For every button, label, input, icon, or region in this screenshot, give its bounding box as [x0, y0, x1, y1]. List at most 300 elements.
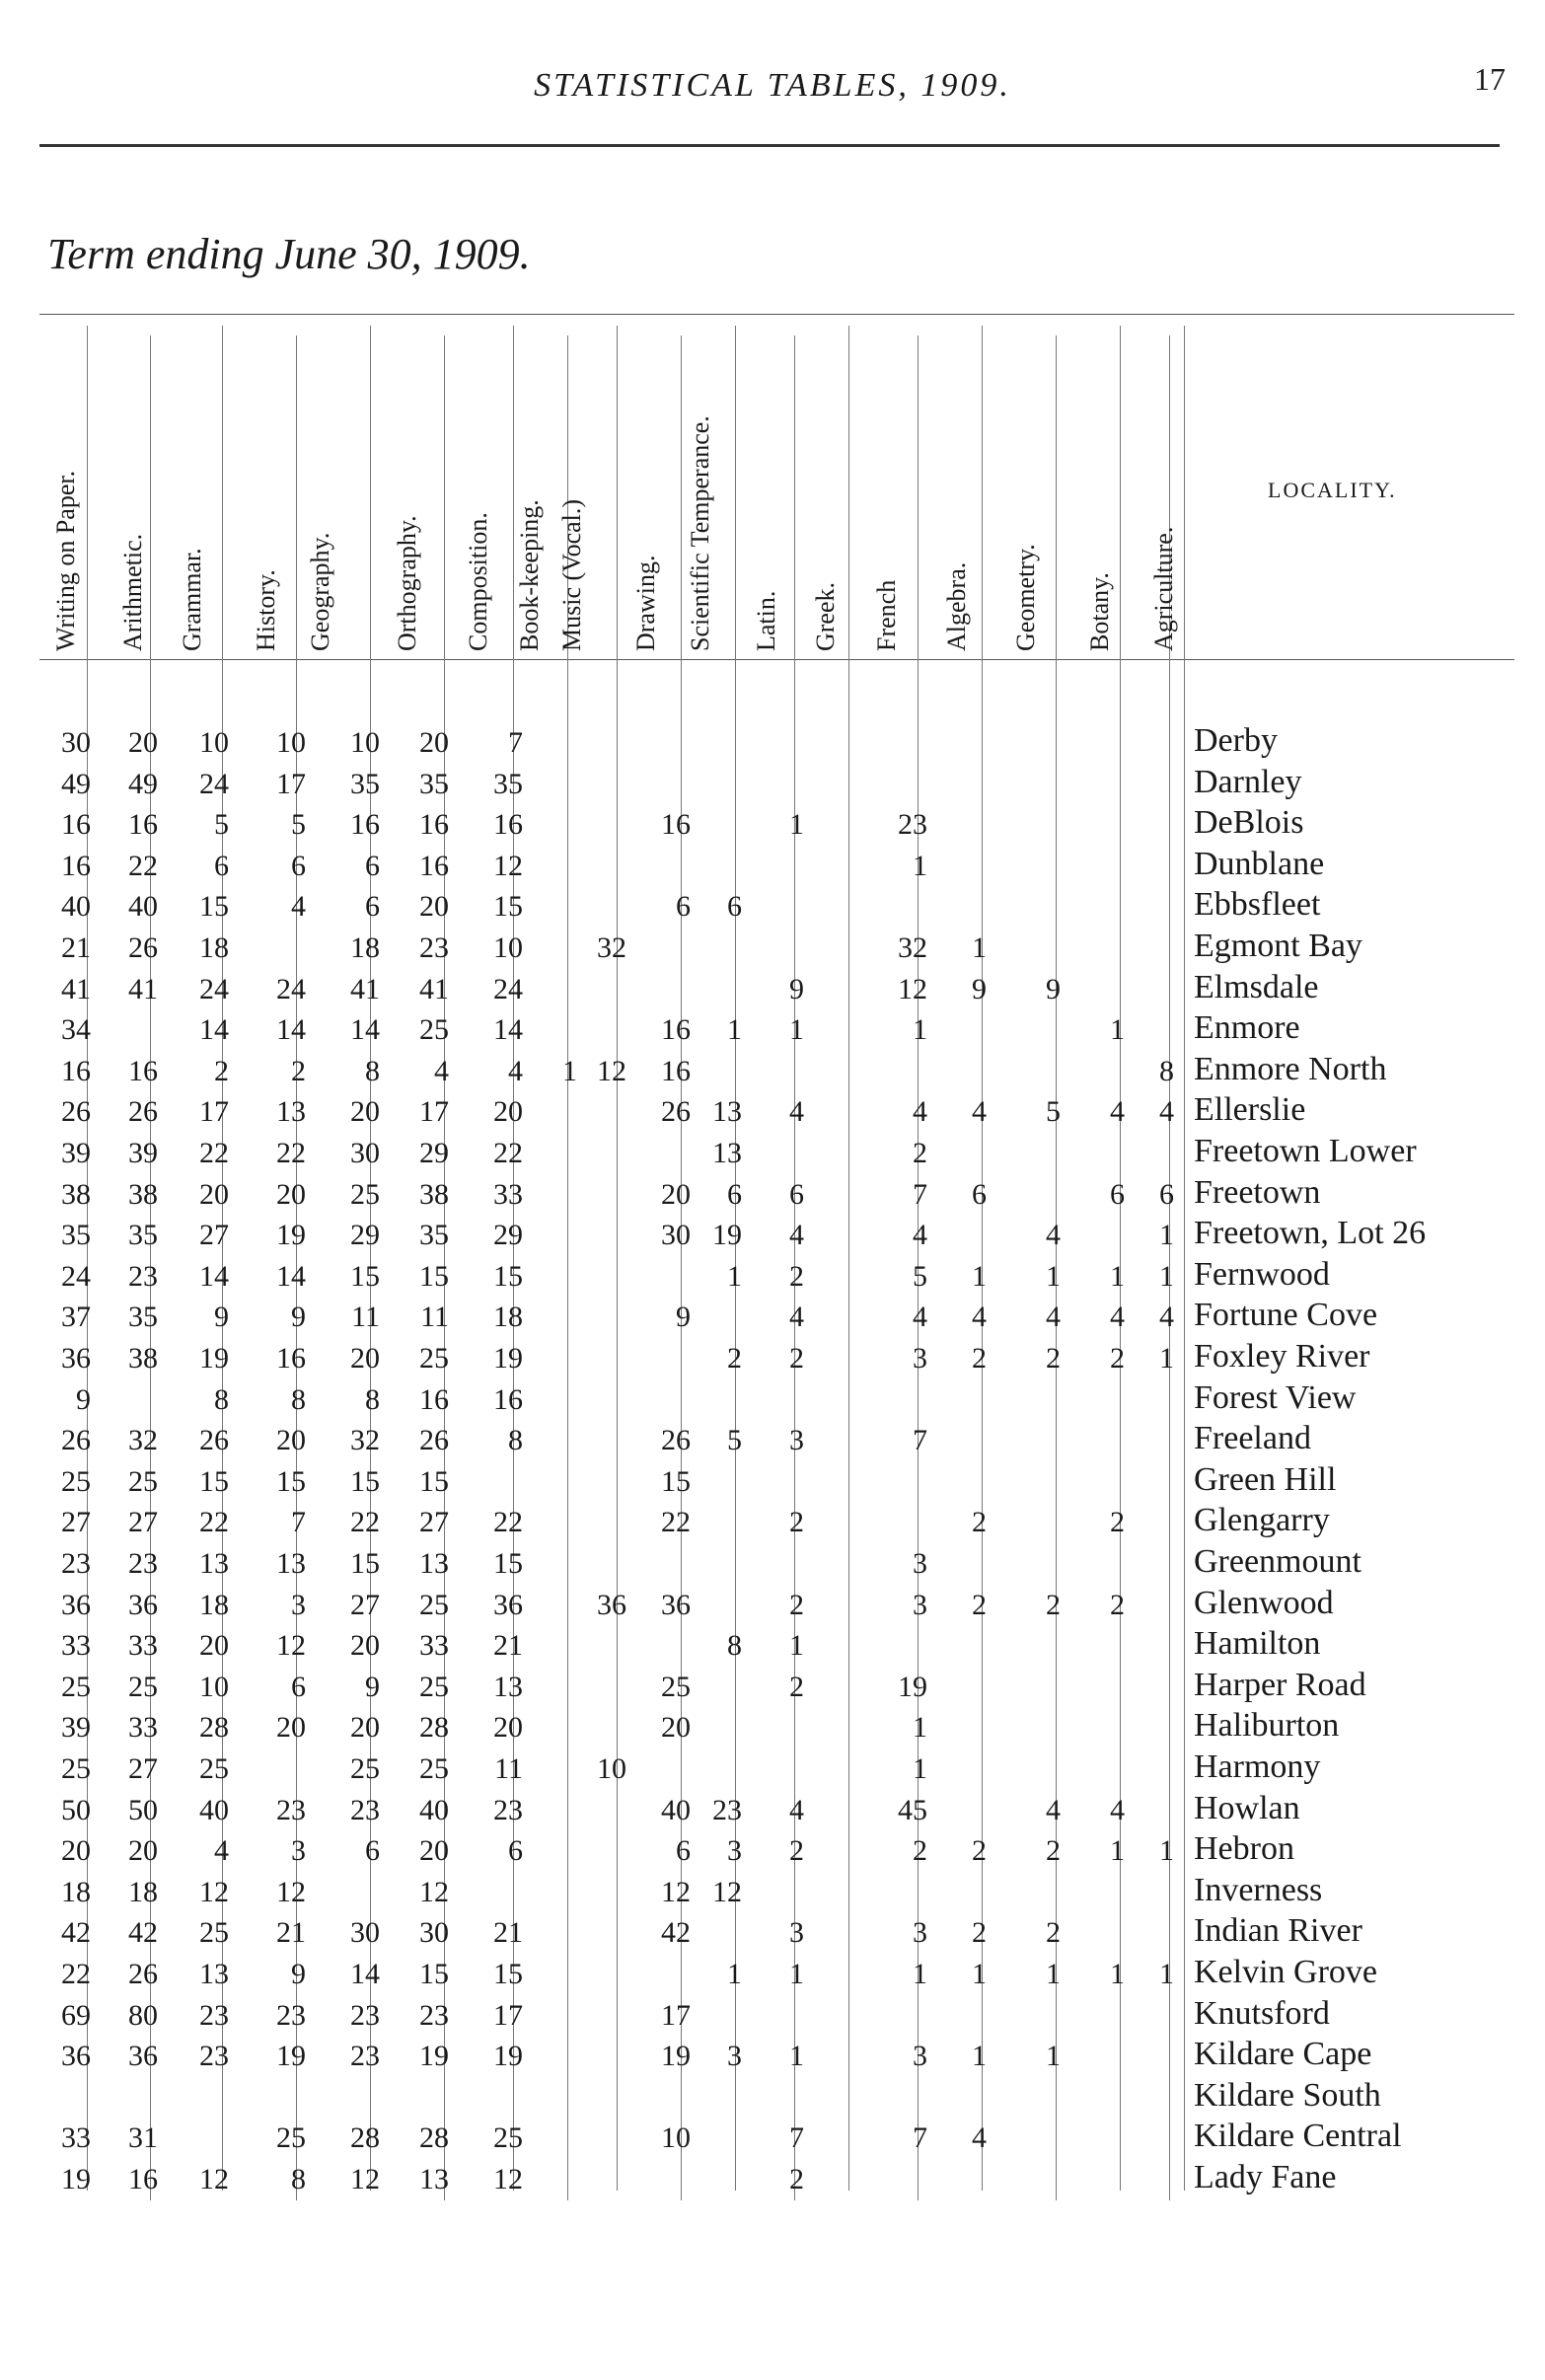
column-header: Drawing. — [631, 555, 660, 651]
table-cell: 23 — [276, 1998, 306, 2032]
locality-name: Foxley River — [1194, 1338, 1370, 1375]
table-cell: 27 — [128, 1752, 158, 1785]
table-cell: 35 — [350, 767, 380, 800]
table-cell: 25 — [661, 1670, 691, 1703]
locality-name: Enmore North — [1194, 1050, 1387, 1087]
table-cell: 4 — [508, 1054, 523, 1087]
table-cell: 15 — [493, 1259, 523, 1293]
table-cell: 1 — [972, 931, 987, 964]
table-cell: 1 — [562, 1054, 577, 1087]
table-cell: 19 — [276, 1219, 306, 1252]
table-cell: 3 — [913, 1588, 927, 1621]
table-cell: 20 — [350, 1342, 380, 1375]
table-cell: 25 — [419, 1013, 449, 1047]
locality-name: Dunblane — [1194, 845, 1325, 882]
table-cell: 27 — [350, 1588, 380, 1621]
table-cell: 16 — [661, 1054, 691, 1087]
column-header: Botany. — [1085, 572, 1114, 651]
table-cell: 21 — [493, 1916, 523, 1950]
table-cell: 20 — [350, 1095, 380, 1129]
table-cell: 6 — [1110, 1177, 1125, 1211]
table-cell: 16 — [493, 808, 523, 842]
table-cell: 12 — [419, 1875, 449, 1908]
table-cell: 2 — [972, 1342, 987, 1375]
locality-name: Freetown — [1194, 1173, 1321, 1211]
table-cell: 4 — [972, 1095, 987, 1129]
table-cell: 26 — [61, 1095, 91, 1129]
table-cell: 25 — [128, 1670, 158, 1703]
table-cell: 12 — [276, 1875, 306, 1908]
table-cell: 36 — [61, 2040, 91, 2073]
table-cell: 8 — [365, 1054, 380, 1087]
table-cell: 1 — [972, 1958, 987, 1990]
table-cell: 26 — [128, 1095, 158, 1129]
table-cell: 25 — [493, 2121, 523, 2155]
table-cell: 4 — [789, 1219, 804, 1252]
table-cell: 9 — [291, 1301, 306, 1334]
table-cell: 1 — [789, 1629, 804, 1663]
table-cell: 18 — [199, 1588, 229, 1621]
table-cell: 4 — [1046, 1219, 1061, 1252]
table-cell: 2 — [789, 1670, 804, 1703]
table-cell: 7 — [913, 2121, 927, 2155]
table-cell: 12 — [898, 972, 927, 1005]
column-header: Agriculture. — [1149, 526, 1178, 651]
table-cell: 33 — [61, 2121, 91, 2155]
table-cell: 2 — [291, 1054, 306, 1087]
table-cell: 6 — [676, 890, 691, 924]
table-cell: 14 — [276, 1259, 306, 1293]
table-cell: 20 — [350, 1711, 380, 1745]
table-cell: 2 — [972, 1834, 987, 1868]
table-cell: 35 — [61, 1219, 91, 1252]
table-cell: 5 — [913, 1259, 927, 1293]
table-cell: 1 — [1159, 1834, 1174, 1868]
table-cell: 9 — [76, 1382, 91, 1416]
table-cell: 3 — [727, 2040, 742, 2073]
table-cell: 4 — [789, 1301, 804, 1334]
table-cell: 50 — [61, 1793, 91, 1826]
table-cell: 20 — [661, 1711, 691, 1745]
table-cell: 5 — [1046, 1095, 1061, 1129]
table-cell: 29 — [419, 1137, 449, 1169]
table-cell: 18 — [350, 931, 380, 964]
table-cell: 3 — [727, 1834, 742, 1868]
table-cell: 3 — [291, 1588, 306, 1621]
table-cell: 2 — [972, 1506, 987, 1539]
column-divider — [370, 326, 371, 2191]
column-header: History. — [252, 569, 280, 651]
locality-name: Greenmount — [1194, 1543, 1361, 1580]
table-cell: 17 — [276, 767, 306, 800]
table-cell: 7 — [913, 1177, 927, 1211]
table-cell: 26 — [419, 1424, 449, 1457]
table-cell: 23 — [199, 2040, 229, 2073]
table-cell: 80 — [128, 1998, 158, 2032]
table-cell: 9 — [789, 972, 804, 1005]
table-cell: 25 — [199, 1916, 229, 1950]
table-cell: 34 — [61, 1013, 91, 1047]
table-cell: 69 — [61, 1998, 91, 2032]
table-cell: 25 — [61, 1464, 91, 1498]
table-cell: 25 — [419, 1752, 449, 1785]
table-cell: 23 — [350, 1998, 380, 2032]
table-cell: 20 — [128, 1834, 158, 1868]
column-divider — [1184, 326, 1185, 2191]
locality-name: Haliburton — [1194, 1707, 1340, 1745]
table-cell: 4 — [972, 1301, 987, 1334]
table-cell: 25 — [350, 1177, 380, 1211]
table-cell: 36 — [597, 1588, 626, 1621]
table-cell: 3 — [913, 1342, 927, 1375]
locality-name: Glengarry — [1194, 1502, 1330, 1539]
table-cell: 26 — [661, 1095, 691, 1129]
table-cell: 25 — [419, 1342, 449, 1375]
table-cell: 17 — [419, 1095, 449, 1129]
table-cell: 13 — [493, 1670, 523, 1703]
table-cell: 26 — [661, 1424, 691, 1457]
table-cell: 20 — [419, 1834, 449, 1868]
table-cell: 1 — [1110, 1013, 1125, 1047]
column-header: Composition. — [464, 512, 492, 651]
table-cell: 15 — [661, 1464, 691, 1498]
table-cell: 17 — [199, 1095, 229, 1129]
table-cell: 19 — [419, 2040, 449, 2073]
table-cell: 42 — [661, 1916, 691, 1950]
table-cell: 26 — [61, 1424, 91, 1457]
table-cell: 2 — [214, 1054, 229, 1087]
column-divider — [513, 326, 514, 2191]
table-top-rule — [39, 314, 1514, 315]
table-cell: 1 — [972, 2040, 987, 2073]
column-divider — [222, 326, 223, 2191]
table-cell: 25 — [419, 1588, 449, 1621]
table-cell: 16 — [276, 1342, 306, 1375]
table-cell: 49 — [61, 767, 91, 800]
column-header: Writing on Paper. — [51, 470, 80, 651]
table-cell: 14 — [350, 1013, 380, 1047]
table-cell: 49 — [128, 767, 158, 800]
table-cell: 40 — [199, 1793, 229, 1826]
table-cell: 20 — [276, 1177, 306, 1211]
table-cell: 6 — [972, 1177, 987, 1211]
table-cell: 22 — [276, 1137, 306, 1169]
table-cell: 9 — [291, 1958, 306, 1990]
table-cell: 6 — [676, 1834, 691, 1868]
table-cell: 6 — [365, 849, 380, 882]
table-cell: 25 — [350, 1752, 380, 1785]
table-cell: 4 — [1110, 1095, 1125, 1129]
table-cell: 23 — [276, 1793, 306, 1826]
table-cell: 40 — [419, 1793, 449, 1826]
table-cell: 1 — [1110, 1259, 1125, 1293]
table-cell: 2 — [1110, 1342, 1125, 1375]
table-cell: 6 — [214, 849, 229, 882]
table-cell: 2 — [789, 2163, 804, 2195]
column-header: Algebra. — [942, 561, 971, 651]
table-cell: 16 — [419, 1382, 449, 1416]
table-cell: 1 — [789, 2040, 804, 2073]
column-divider — [1120, 326, 1121, 2191]
locality-name: Freetown Lower — [1194, 1133, 1417, 1169]
table-cell: 19 — [199, 1342, 229, 1375]
table-cell: 29 — [350, 1219, 380, 1252]
table-cell: 24 — [61, 1259, 91, 1293]
table-cell: 13 — [276, 1095, 306, 1129]
table-cell: 33 — [493, 1177, 523, 1211]
table-cell: 36 — [61, 1588, 91, 1621]
table-cell: 15 — [419, 1958, 449, 1990]
table-cell: 3 — [913, 1916, 927, 1950]
table-cell: 33 — [128, 1711, 158, 1745]
table-cell: 41 — [350, 972, 380, 1005]
table-cell: 36 — [661, 1588, 691, 1621]
table-cell: 29 — [493, 1219, 523, 1252]
table-cell: 24 — [493, 972, 523, 1005]
table-cell: 24 — [276, 972, 306, 1005]
table-cell: 12 — [661, 1875, 691, 1908]
table-cell: 4 — [1110, 1793, 1125, 1826]
table-cell: 14 — [199, 1259, 229, 1293]
table-cell: 2 — [789, 1342, 804, 1375]
table-cell: 2 — [789, 1588, 804, 1621]
table-cell: 16 — [493, 1382, 523, 1416]
table-cell: 2 — [727, 1342, 742, 1375]
table-cell: 9 — [676, 1301, 691, 1334]
table-cell: 2 — [972, 1588, 987, 1621]
table-cell: 32 — [597, 931, 626, 964]
table-cell: 30 — [419, 1916, 449, 1950]
column-header: Greek. — [811, 581, 840, 651]
column-header: Geometry. — [1011, 544, 1040, 651]
table-cell: 2 — [1110, 1506, 1125, 1539]
table-cell: 1 — [1046, 1958, 1061, 1990]
locality-name: Harmony — [1194, 1748, 1321, 1785]
table-cell: 16 — [661, 1013, 691, 1047]
table-cell: 27 — [419, 1506, 449, 1539]
table-cell: 15 — [493, 1547, 523, 1580]
table-cell: 16 — [128, 1054, 158, 1087]
table-cell: 8 — [1159, 1054, 1174, 1087]
table-cell: 8 — [727, 1629, 742, 1663]
locality-name: Kelvin Grove — [1194, 1954, 1378, 1990]
table-cell: 8 — [508, 1424, 523, 1457]
table-cell: 23 — [350, 2040, 380, 2073]
table-cell: 36 — [128, 2040, 158, 2073]
table-cell: 12 — [493, 849, 523, 882]
table-cell: 12 — [350, 2163, 380, 2195]
table-cell: 1 — [1159, 1259, 1174, 1293]
table-cell: 50 — [128, 1793, 158, 1826]
table-cell: 8 — [291, 1382, 306, 1416]
locality-name: Freeland — [1194, 1420, 1311, 1457]
locality-name: Ebbsfleet — [1194, 886, 1321, 924]
table-cell: 25 — [199, 1752, 229, 1785]
table-cell: 1 — [913, 1711, 927, 1745]
table-cell: 2 — [972, 1916, 987, 1950]
table-cell: 2 — [789, 1834, 804, 1868]
table-cell: 1 — [727, 1013, 742, 1047]
table-cell: 38 — [419, 1177, 449, 1211]
table-cell: 10 — [493, 931, 523, 964]
table-cell: 19 — [712, 1219, 742, 1252]
table-cell: 2 — [1110, 1588, 1125, 1621]
table-cell: 19 — [898, 1670, 927, 1703]
table-cell: 8 — [291, 2163, 306, 2195]
locality-name: Kildare Cape — [1194, 2036, 1372, 2073]
table-cell: 15 — [493, 1958, 523, 1990]
table-cell: 9 — [214, 1301, 229, 1334]
table-cell: 11 — [494, 1752, 523, 1785]
table-cell: 30 — [661, 1219, 691, 1252]
locality-name: Harper Road — [1194, 1666, 1366, 1703]
locality-name: Kildare South — [1194, 2076, 1381, 2114]
table-cell: 21 — [276, 1916, 306, 1950]
table-cell: 25 — [419, 1670, 449, 1703]
table-cell: 14 — [199, 1013, 229, 1047]
table-cell: 4 — [291, 890, 306, 924]
table-cell: 15 — [350, 1547, 380, 1580]
table-cell: 16 — [128, 808, 158, 842]
table-cell: 31 — [128, 2121, 158, 2155]
table-cell: 38 — [61, 1177, 91, 1211]
table-cell: 1 — [1159, 1958, 1174, 1990]
table-cell: 1 — [972, 1259, 987, 1293]
table-cell: 39 — [61, 1711, 91, 1745]
table-cell: 2 — [1046, 1588, 1061, 1621]
table-cell: 23 — [419, 1998, 449, 2032]
locality-name: Fernwood — [1194, 1255, 1330, 1293]
table-cell: 6 — [365, 890, 380, 924]
table-cell: 23 — [350, 1793, 380, 1826]
column-header: Grammar. — [178, 548, 206, 651]
table-cell: 23 — [128, 1259, 158, 1293]
table-cell: 20 — [199, 1629, 229, 1663]
table-cell: 21 — [493, 1629, 523, 1663]
table-cell: 1 — [913, 849, 927, 882]
table-cell: 35 — [493, 767, 523, 800]
table-cell: 35 — [419, 1219, 449, 1252]
table-cell: 1 — [913, 1752, 927, 1785]
locality-name: Howlan — [1194, 1789, 1300, 1826]
locality-name: Green Hill — [1194, 1460, 1337, 1498]
table-cell: 3 — [789, 1424, 804, 1457]
table-cell: 15 — [199, 890, 229, 924]
column-header: Music (Vocal.) — [557, 498, 586, 651]
table-cell: 39 — [61, 1137, 91, 1169]
table-cell: 23 — [712, 1793, 742, 1826]
table-cell: 32 — [128, 1424, 158, 1457]
table-cell: 8 — [365, 1382, 380, 1416]
column-divider — [617, 326, 618, 2191]
table-cell: 15 — [350, 1464, 380, 1498]
locality-name: Glenwood — [1194, 1584, 1334, 1621]
locality-name: Ellerslie — [1194, 1091, 1306, 1129]
table-header-rule — [39, 659, 1514, 660]
table-cell: 22 — [61, 1958, 91, 1990]
table-cell: 4 — [913, 1219, 927, 1252]
table-cell: 15 — [419, 1259, 449, 1293]
table-cell: 17 — [661, 1998, 691, 2032]
table-cell: 12 — [712, 1875, 742, 1908]
table-cell: 1 — [913, 1958, 927, 1990]
table-cell: 2 — [1046, 1916, 1061, 1950]
table-cell: 12 — [276, 1629, 306, 1663]
table-cell: 6 — [727, 1177, 742, 1211]
table-cell: 1 — [1159, 1342, 1174, 1375]
column-divider — [735, 326, 736, 2191]
table-cell: 23 — [898, 808, 927, 842]
table-cell: 2 — [789, 1506, 804, 1539]
table-cell: 4 — [789, 1793, 804, 1826]
table-cell: 12 — [199, 1875, 229, 1908]
table-cell: 13 — [199, 1547, 229, 1580]
table-cell: 16 — [61, 849, 91, 882]
header-rule — [39, 144, 1500, 147]
table-cell: 20 — [199, 1177, 229, 1211]
table-cell: 42 — [128, 1916, 158, 1950]
table-cell: 6 — [365, 1834, 380, 1868]
table-cell: 35 — [128, 1301, 158, 1334]
table-cell: 33 — [61, 1629, 91, 1663]
table-cell: 23 — [493, 1793, 523, 1826]
table-cell: 16 — [419, 849, 449, 882]
table-cell: 23 — [61, 1547, 91, 1580]
table-cell: 2 — [913, 1834, 927, 1868]
table-cell: 10 — [597, 1752, 626, 1785]
table-cell: 4 — [214, 1834, 229, 1868]
table-cell: 3 — [291, 1834, 306, 1868]
column-divider — [87, 326, 88, 2191]
table-cell: 4 — [972, 2121, 987, 2155]
table-cell: 27 — [199, 1219, 229, 1252]
table-cell: 2 — [1046, 1342, 1061, 1375]
table-cell: 16 — [350, 808, 380, 842]
table-cell: 4 — [1159, 1095, 1174, 1129]
table-cell: 39 — [128, 1137, 158, 1169]
table-cell: 20 — [661, 1177, 691, 1211]
table-cell: 14 — [276, 1013, 306, 1047]
table-cell: 20 — [419, 726, 449, 759]
table-cell: 19 — [61, 2163, 91, 2195]
table-cell: 22 — [199, 1137, 229, 1169]
table-cell: 1 — [913, 1013, 927, 1047]
column-header: French — [872, 579, 901, 651]
table-cell: 1 — [1110, 1834, 1125, 1868]
table-cell: 15 — [419, 1464, 449, 1498]
table-cell: 41 — [61, 972, 91, 1005]
table-cell: 36 — [493, 1588, 523, 1621]
table-cell: 3 — [789, 1916, 804, 1950]
table-cell: 1 — [1110, 1958, 1125, 1990]
locality-name: Egmont Bay — [1194, 928, 1362, 964]
table-cell: 18 — [493, 1301, 523, 1334]
locality-name: Enmore — [1194, 1009, 1300, 1047]
table-cell: 25 — [61, 1752, 91, 1785]
table-cell: 4 — [1046, 1793, 1061, 1826]
column-divider — [982, 326, 983, 2191]
table-cell: 37 — [61, 1301, 91, 1334]
column-header: Arithmetic. — [118, 533, 147, 651]
table-cell: 25 — [128, 1464, 158, 1498]
table-cell: 13 — [276, 1547, 306, 1580]
table-cell: 10 — [199, 726, 229, 759]
table-cell: 5 — [214, 808, 229, 842]
table-cell: 16 — [61, 808, 91, 842]
table-cell: 4 — [913, 1301, 927, 1334]
locality-name: Hebron — [1194, 1830, 1294, 1868]
table-cell: 15 — [199, 1464, 229, 1498]
